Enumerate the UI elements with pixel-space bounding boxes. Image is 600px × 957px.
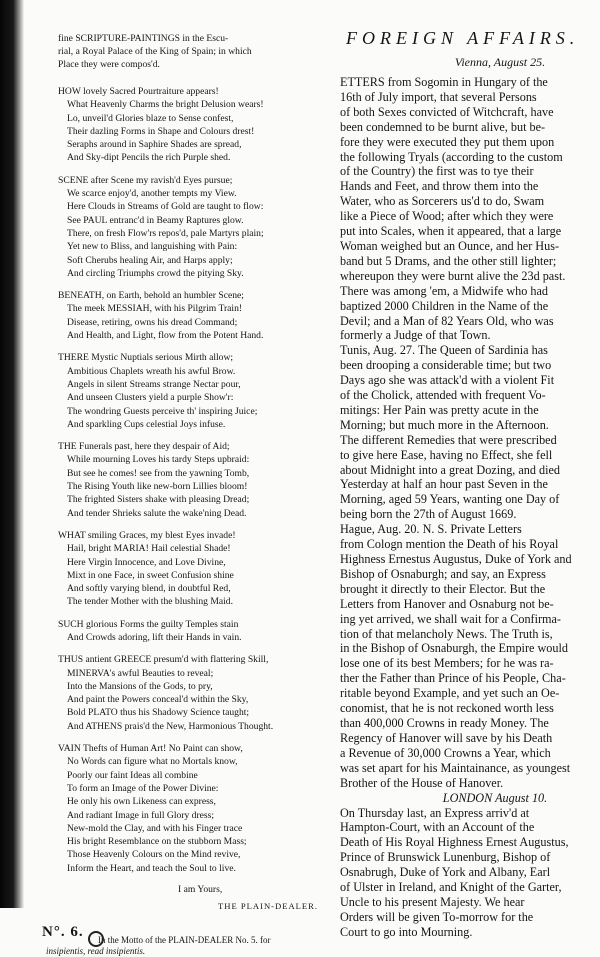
news-line: Yesterday at half an hour past Seven in the <box>340 477 548 492</box>
poem-line: Those Heavenly Colours on the Mind revive, <box>67 849 241 861</box>
news-line: Orders will be given To-morrow for the <box>340 909 534 924</box>
news-line: Uncle to his present Majesty. We hear <box>340 894 525 909</box>
intro-line: fine SCRIPTURE-PAINTINGS in the Escu- <box>58 33 229 44</box>
poem-line: SUCH glorious Forms the guilty Temples stain <box>58 618 239 630</box>
ornament-icon <box>88 931 104 947</box>
news-line: of Ulster in Ireland, and Knight of the Garter, <box>340 880 562 895</box>
poem-line: Into the Mansions of the Gods, to pry, <box>67 680 213 692</box>
poem-line: Yet new to Bliss, and languishing with Pain: <box>67 241 238 253</box>
news-line: lose one of its best Members; for he was ra- <box>340 656 554 671</box>
news-line: There was among 'em, a Midwife who had <box>340 283 548 298</box>
news-line: baptized 2000 Children in the Name of the <box>340 298 549 313</box>
poem-stanza <box>58 289 344 342</box>
news-line: ritable beyond Example, and yet such an Oe- <box>340 686 560 701</box>
news-line: the following Tryals (according to the custom <box>340 149 563 164</box>
news-line: ther the Father than Prince of his People, Cha- <box>340 671 566 686</box>
poem-line: The tender Mother with the blushing Maid. <box>67 596 233 608</box>
poem-stanzas <box>42 85 344 875</box>
binding-shadow <box>0 0 24 908</box>
poem-line: Lo, unveil'd Glories blaze to Sense confest, <box>67 112 234 124</box>
news-line: Days ago she was attack'd with a violent Fit <box>340 373 555 388</box>
section-heading: FOREIGN AFFAIRS. <box>346 28 580 48</box>
news-line: Bishop of Osnaburgh; and say, an Express <box>340 566 546 581</box>
poem-stanza <box>58 351 344 431</box>
erratum-line: insipientis, read insipientis. <box>46 946 146 957</box>
news-line: been condemned to be burnt alive, but be- <box>340 119 546 134</box>
poem-line: Poorly our faint Ideas all combine <box>67 769 198 781</box>
news-line: of both Sexes convicted of Witchcraft, have <box>340 104 554 119</box>
news-line: band but 5 Drams, and the other still lighter; <box>340 253 557 268</box>
poem-line: And Crowds adoring, lift their Hands in vain. <box>67 631 242 643</box>
poem-line: Here Virgin Innocence, and Love Divine, <box>67 556 226 568</box>
erratum-line: In the Motto of the PLAIN-DEALER No. 5. for <box>98 935 271 946</box>
news-line: whereupon they were burnt alive the 23d past. <box>340 268 566 283</box>
news-line: Prince of Brunswick Lunenburg, Bishop of <box>340 850 551 865</box>
hague-report <box>340 522 600 790</box>
poem-line: The frighted Sisters shake with pleasing Dread; <box>67 494 250 506</box>
poem-line: MINERVA's awful Beauties to reveal; <box>67 667 214 679</box>
poem-line: Here Clouds in Streams of Gold are taught to flow: <box>67 201 264 213</box>
news-line: Regency of Hanover will save by his Death <box>340 730 553 745</box>
tunis-report <box>340 343 600 522</box>
poem-line: Angels in silent Streams strange Nectar pour, <box>67 378 241 390</box>
news-line: Letters from Hanover and Osnaburg not be- <box>340 596 554 611</box>
poem-line: New-mold the Clay, and with his Finger trace <box>67 822 243 834</box>
poem-line: And unseen Clusters yield a purple Show'r: <box>67 392 234 404</box>
poem-line: The wondring Guests perceive th' inspiring Juice; <box>67 405 258 417</box>
poem-stanza <box>58 174 344 280</box>
news-line: Court to go into Mourning. <box>340 924 473 939</box>
news-line: tion of that melancholy News. The Truth is, <box>340 626 553 641</box>
poem-line: He only his own Likeness can express, <box>67 796 216 808</box>
news-line: Devil; and a Man of 82 Years Old, who was <box>340 313 554 328</box>
news-line: Brother of the House of Hanover. <box>340 775 504 790</box>
poem-stanza <box>58 742 344 875</box>
news-line: The different Remedies that were prescribed <box>340 432 557 447</box>
news-line: was set apart for his Maintainance, as youngest <box>340 760 571 775</box>
news-line: been drooping a considerable time; but two <box>340 358 552 373</box>
poem-line: And Sky-dipt Pencils the rich Purple shed. <box>67 152 231 164</box>
news-line: Morning; but much more in the Afternoon. <box>340 417 549 432</box>
poem-line: And radiant Image in full Glory dress; <box>67 809 215 821</box>
poem-line: What Heavenly Charms the bright Delusion wears! <box>67 99 264 111</box>
news-line: Highness Ernestus Augustus, Duke of York and <box>340 552 572 566</box>
poem-line: His bright Resemblance on the stubborn Mass; <box>67 836 247 848</box>
intro-line: rial, a Royal Palace of the King of Spain; in which <box>58 46 252 57</box>
poem-line: VAIN Thefts of Human Art! No Paint can show, <box>58 743 243 755</box>
poem-line: Soft Cherubs healing Air, and Harps apply; <box>67 254 233 266</box>
poem-line: The Rising Youth like new-born Lillies bloom! <box>67 481 248 493</box>
erratum-note <box>42 924 344 957</box>
news-line: ETTERS from Sogomin in Hungary of the <box>340 75 548 89</box>
news-line: than 400,000 Crowns in ready Money. The <box>340 715 549 730</box>
poem-stanza <box>58 529 344 609</box>
poem-line: There, on fresh Flow'rs repos'd, pale Martyrs plain; <box>67 227 264 239</box>
news-line: Death of His Royal Highness Ernest Augustus, <box>340 835 569 850</box>
news-line: about Midnight into a great Dozing, and died <box>340 462 561 477</box>
poem-stanza <box>58 85 344 165</box>
poem-line: THUS antient GREECE presum'd with flattering Skill, <box>58 654 269 666</box>
poem-line: Mixt in one Face, in sweet Confusion shine <box>67 569 234 581</box>
news-line: Hampton-Court, with an Account of the <box>340 820 535 835</box>
poem-line: But see he comes! see from the yawning Tomb, <box>67 467 250 479</box>
news-line: brought it directly to their Elector. But the <box>340 581 546 596</box>
news-line: On Thursday last, an Express arriv'd at <box>340 805 530 820</box>
news-line: Tunis, Aug. 27. The Queen of Sardinia has <box>340 343 548 358</box>
london-report <box>340 806 600 940</box>
news-line: 16th of July import, that several Persons <box>340 89 537 104</box>
poem-stanza <box>58 653 344 733</box>
poem-line: WHAT smiling Graces, my blest Eyes invade! <box>58 529 236 541</box>
news-line: being born the 27th of August 1669. <box>340 507 517 522</box>
news-line: Hands and Feet, and throw them into the <box>340 179 539 194</box>
news-line: put into Scales, when it appeared, that a large <box>340 224 562 239</box>
poem-line: While mourning Loves his tardy Steps upbraid: <box>67 454 250 466</box>
poem-line: THE Funerals past, here they despair of Aid; <box>58 441 230 453</box>
poem-line: No Words can figure what no Mortals know, <box>67 756 238 768</box>
news-line: to give here Ease, having no Effect, she fell <box>340 447 553 462</box>
news-line: Woman weighed but an Ounce, and her Hus- <box>340 238 560 253</box>
news-line: of the Country) the first was to tye their <box>340 164 534 179</box>
news-line: like a Piece of Wood; after which they were <box>340 209 554 224</box>
news-line: from Cologn mention the Death of his Royal <box>340 537 559 552</box>
news-line: formerly a Judge of that Town. <box>340 328 491 343</box>
poem-line: And softly varying blend, in doubtful Red, <box>67 583 231 595</box>
poem-line: Hail, bright MARIA! Hail celestial Shade! <box>67 543 231 555</box>
news-line: Hague, Aug. 20. N. S. Private Letters <box>340 522 522 537</box>
poem-stanza <box>58 618 344 645</box>
news-line: in the Bishop of Osnaburgh, the Empire would <box>340 641 568 656</box>
poem-line: See PAUL entranc'd in Beamy Raptures glow. <box>67 214 244 226</box>
poem-line: And sparkling Cups celestial Joys infuse. <box>67 418 226 430</box>
poem-line: And Health, and Light, flow from the Potent Hand. <box>67 330 264 342</box>
news-line: of the Cholick, attended with frequent Vo- <box>340 388 546 403</box>
poem-line: Bold PLATO thus his Shadowy Science taught; <box>67 707 250 719</box>
news-line: Water, who as Sorcerers us'd to do, Swam <box>340 194 545 209</box>
news-line: ing yet arrived, we shall wait for a Confirma- <box>340 611 561 626</box>
poem-intro <box>58 32 344 71</box>
poem-line: Disease, retiring, owns his dread Command; <box>67 316 238 328</box>
poem-line: The meek MESSIAH, with his Pilgrim Train! <box>67 303 243 315</box>
poem-line: Seraphs around in Saphire Shades are spread, <box>67 139 242 151</box>
poem-line: And tender Shrieks salute the wake'ning Dead. <box>67 507 247 519</box>
poem-line: And paint the Powers conceal'd within the Sky, <box>67 694 249 706</box>
poem-line: We scarce enjoy'd, another tempts my View. <box>67 188 237 200</box>
news-line: conomist, that he is not reckoned worth less <box>340 701 554 716</box>
news-line: a Revenue of 30,000 Crowns a Year, which <box>340 745 551 760</box>
intro-line: Place they were compos'd. <box>58 59 160 70</box>
vienna-report <box>340 75 600 343</box>
signature: THE PLAIN-DEALER. <box>218 901 319 912</box>
news-line: Osnabrugh, Duke of York and Albany, Earl <box>340 865 551 880</box>
dateline-london: LONDON August 10. <box>442 790 548 805</box>
dateline-vienna: Vienna, August 25. <box>454 55 546 69</box>
news-line: Morning, aged 59 Years, wanting one Day of <box>340 492 560 507</box>
poem-column <box>42 12 344 957</box>
poem-line: And ATHENS prais'd the New, Harmonious Thought. <box>67 720 274 732</box>
news-line: mitings: Her Pain was pretty acute in the <box>340 402 539 417</box>
poem-line: Their dazling Forms in Shape and Colours drest! <box>67 125 255 137</box>
poem-line: Inform the Heart, and teach the Soul to live. <box>67 862 236 874</box>
poem-line: THERE Mystic Nuptials serious Mirth allow; <box>58 352 234 364</box>
poem-stanza <box>58 440 344 520</box>
news-line: fore they were executed they put them upon <box>340 134 555 149</box>
poem-line: BENEATH, on Earth, behold an humbler Scene; <box>58 290 244 302</box>
poem-line: Ambitious Chaplets wreath his awful Brow. <box>67 365 236 377</box>
signature-block <box>42 884 344 911</box>
closing: I am Yours, <box>178 884 223 896</box>
news-column <box>340 14 600 940</box>
poem-line: HOW lovely Sacred Pourtraiture appears! <box>58 86 219 97</box>
poem-line: To form an Image of the Power Divine: <box>67 782 219 794</box>
poem-line: And circling Triumphs crowd the pitying Sky. <box>67 267 244 279</box>
poem-line: SCENE after Scene my ravish'd Eyes pursue; <box>58 174 233 186</box>
issue-number: N°. 6. <box>42 924 84 941</box>
